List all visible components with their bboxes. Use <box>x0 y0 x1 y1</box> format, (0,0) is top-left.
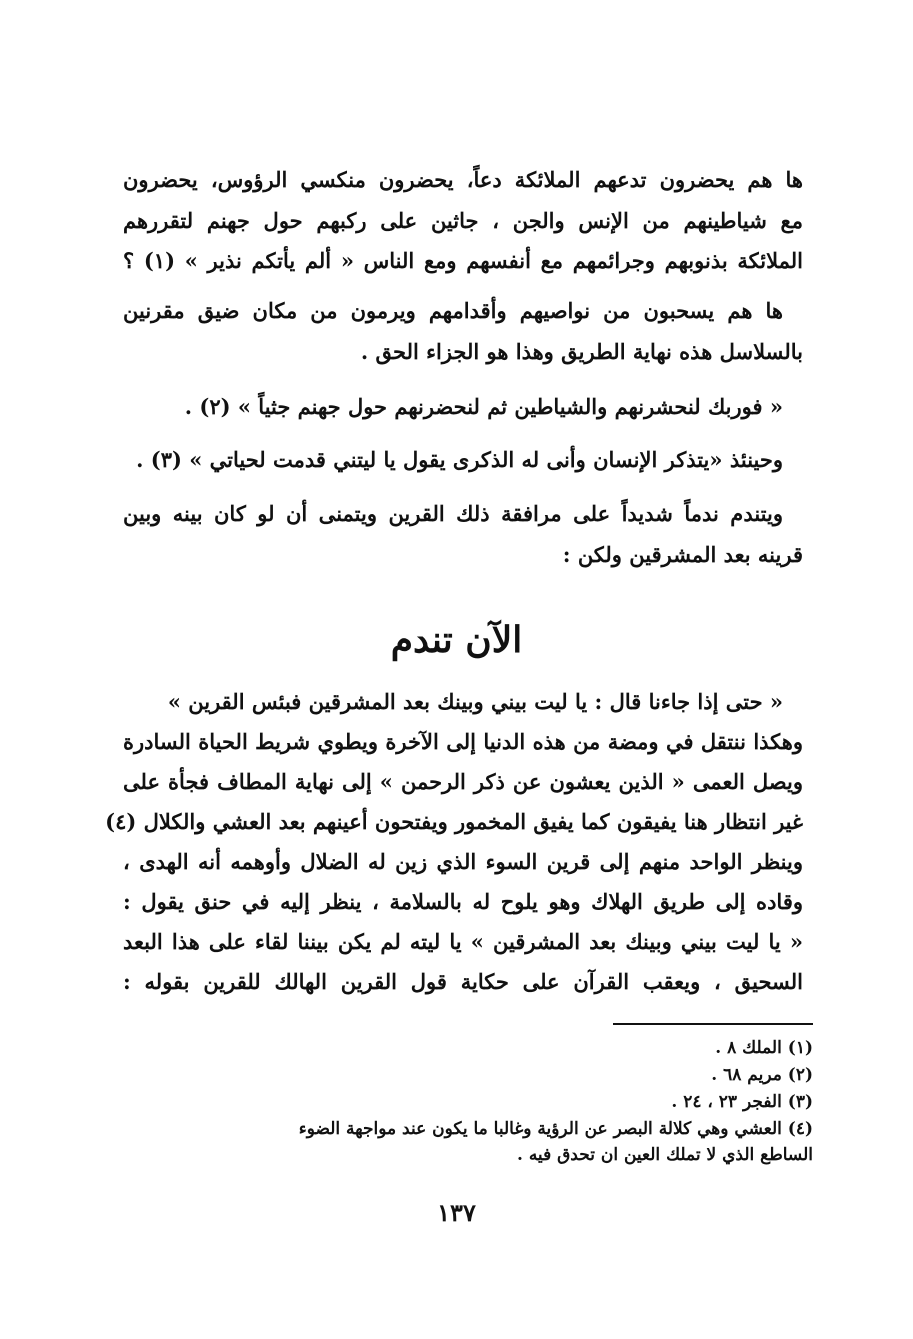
section-heading: الآن تندم <box>390 619 523 661</box>
page-number: ١٣٧ <box>437 1198 476 1227</box>
body-line: ويصل العمى « الذين يعشون عن ذكر الرحمن » إلى نهاية المطاف فجأة على <box>123 769 803 794</box>
body-line: « يا ليت بيني وبينك بعد المشرقين » يا ليته لم يكن بيننا لقاء على هذا البعد <box>123 929 803 954</box>
footnote: (١) الملك ٨ . <box>715 1038 813 1058</box>
footnote: (٣) الفجر ٢٣ ، ٢٤ . <box>671 1092 813 1112</box>
body-line: بالسلاسل هذه نهاية الطريق وهذا هو الجزاء الحق . <box>360 339 803 364</box>
footnote: الساطع الذي لا تملك العين ان تحدق فيه . <box>516 1145 813 1165</box>
body-line: مع شياطينهم من الإنس والجن ، جاثين على ركبهم حول جهنم لتقررهم <box>123 208 803 233</box>
footnote-separator <box>613 1023 813 1025</box>
body-line: وينظر الواحد منهم إلى قرين السوء الذي زين له الضلال وأوهمه أنه الهدى ، <box>123 849 803 874</box>
body-line: الملائكة بذنوبهم وجرائمهم مع أنفسهم ومع الناس « ألم يأتكم نذير » (١) ؟ <box>123 248 803 273</box>
body-line: وقاده إلى طريق الهلاك وهو يلوح له بالسلامة ، ينظر إليه في حنق يقول : <box>123 889 803 914</box>
footnote: (٢) مريم ٦٨ . <box>711 1065 813 1085</box>
body-line: وحينئذ «يتذكر الإنسان وأنى له الذكرى يقول يا ليتني قدمت لحياتي » (٣) . <box>136 447 783 472</box>
quote-line: « حتى إذا جاءنا قال : يا ليت بيني وبينك بعد المشرقين فبئس القرين » <box>167 689 783 714</box>
body-line: ها هم يحضرون تدعهم الملائكة دعاً، يحضرون منكسي الرؤوس، يحضرون <box>123 167 803 192</box>
body-line: ها هم يسحبون من نواصيهم وأقدامهم ويرمون من مكان ضيق مقرنين <box>123 298 783 323</box>
body-line: السحيق ، ويعقب القرآن على حكاية قول القرين الهالك للقرين بقوله : <box>123 969 803 994</box>
body-line: قرينه بعد المشرقين ولكن : <box>562 542 803 567</box>
quote-line: « فوربك لنحشرنهم والشياطين ثم لنحضرنهم حول جهنم جثياً » (٢) . <box>184 394 783 419</box>
body-line: غير انتظار هنا يفيقون كما يفيق المخمور ويفتحون أعينهم بعد العشي والكلال (٤) <box>105 809 803 834</box>
body-line: وهكذا ننتقل في ومضة من هذه الدنيا إلى الآخرة ويطوي شريط الحياة السادرة <box>123 729 803 754</box>
body-line: ويتندم ندماً شديداً على مرافقة ذلك القرين ويتمنى أن لو كان بينه وبين <box>123 501 783 526</box>
footnote: (٤) العشي وهي كلالة البصر عن الرؤية وغالبا ما يكون عند مواجهة الضوء <box>298 1119 813 1139</box>
